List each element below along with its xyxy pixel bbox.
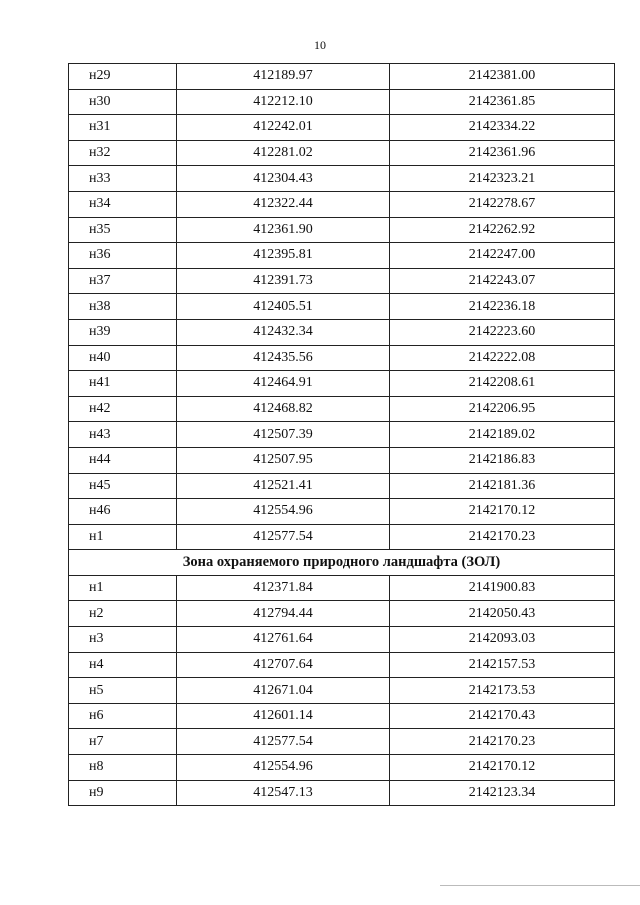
point-cell: н34 [69, 191, 177, 217]
table-row [69, 575, 615, 601]
point-cell: н33 [69, 166, 177, 192]
table-row [69, 755, 615, 781]
point-cell: н8 [69, 755, 177, 781]
y-coordinate-cell: 2142247.00 [390, 243, 615, 269]
y-coordinate-cell: 2142236.18 [390, 294, 615, 320]
table-row [69, 140, 615, 166]
section-title: Зона охраняемого природного ландшафта (ЗОЛ) [69, 550, 615, 576]
point-cell: н36 [69, 243, 177, 269]
point-cell: н30 [69, 89, 177, 115]
table-row [69, 652, 615, 678]
y-coordinate-cell: 2142278.67 [390, 191, 615, 217]
y-coordinate-cell: 2142170.43 [390, 703, 615, 729]
x-coordinate-cell: 412304.43 [177, 166, 390, 192]
x-coordinate-cell: 412554.96 [177, 499, 390, 525]
point-cell: н4 [69, 652, 177, 678]
table-row [69, 217, 615, 243]
y-coordinate-cell: 2142173.53 [390, 678, 615, 704]
table-row [69, 422, 615, 448]
table-row [69, 601, 615, 627]
point-cell: н40 [69, 345, 177, 371]
x-coordinate-cell: 412554.96 [177, 755, 390, 781]
point-cell: н9 [69, 780, 177, 806]
table-row [69, 115, 615, 141]
y-coordinate-cell: 2142206.95 [390, 396, 615, 422]
table-row [69, 703, 615, 729]
point-cell: н29 [69, 64, 177, 90]
table-row [69, 371, 615, 397]
x-coordinate-cell: 412761.64 [177, 627, 390, 653]
x-coordinate-cell: 412322.44 [177, 191, 390, 217]
coordinates-table-body-after [69, 575, 615, 805]
x-coordinate-cell: 412468.82 [177, 396, 390, 422]
y-coordinate-cell: 2142050.43 [390, 601, 615, 627]
point-cell: н2 [69, 601, 177, 627]
scan-edge-line [440, 885, 640, 886]
table-row [69, 294, 615, 320]
page-number: 10 [314, 38, 326, 52]
x-coordinate-cell: 412405.51 [177, 294, 390, 320]
x-coordinate-cell: 412391.73 [177, 268, 390, 294]
y-coordinate-cell: 2142243.07 [390, 268, 615, 294]
y-coordinate-cell: 2142223.60 [390, 319, 615, 345]
y-coordinate-cell: 2142262.92 [390, 217, 615, 243]
x-coordinate-cell: 412242.01 [177, 115, 390, 141]
coordinates-table-body-before [69, 64, 615, 550]
y-coordinate-cell: 2142208.61 [390, 371, 615, 397]
x-coordinate-cell: 412577.54 [177, 524, 390, 550]
point-cell: н45 [69, 473, 177, 499]
y-coordinate-cell: 2142381.00 [390, 64, 615, 90]
point-cell: н42 [69, 396, 177, 422]
coordinates-table [68, 63, 615, 806]
point-cell: н39 [69, 319, 177, 345]
x-coordinate-cell: 412507.39 [177, 422, 390, 448]
point-cell: н1 [69, 524, 177, 550]
y-coordinate-cell: 2142093.03 [390, 627, 615, 653]
table-row [69, 64, 615, 90]
point-cell: н46 [69, 499, 177, 525]
y-coordinate-cell: 2142222.08 [390, 345, 615, 371]
table-row [69, 473, 615, 499]
point-cell: н44 [69, 447, 177, 473]
point-cell: н7 [69, 729, 177, 755]
x-coordinate-cell: 412794.44 [177, 601, 390, 627]
section-header-body [69, 550, 615, 576]
point-cell: н6 [69, 703, 177, 729]
x-coordinate-cell: 412432.34 [177, 319, 390, 345]
table-row [69, 780, 615, 806]
x-coordinate-cell: 412547.13 [177, 780, 390, 806]
table-row [69, 729, 615, 755]
y-coordinate-cell: 2142157.53 [390, 652, 615, 678]
table-row [69, 627, 615, 653]
table-row [69, 447, 615, 473]
point-cell: н37 [69, 268, 177, 294]
x-coordinate-cell: 412507.95 [177, 447, 390, 473]
x-coordinate-cell: 412395.81 [177, 243, 390, 269]
x-coordinate-cell: 412601.14 [177, 703, 390, 729]
y-coordinate-cell: 2142361.85 [390, 89, 615, 115]
x-coordinate-cell: 412371.84 [177, 575, 390, 601]
table-row [69, 89, 615, 115]
point-cell: н38 [69, 294, 177, 320]
x-coordinate-cell: 412435.56 [177, 345, 390, 371]
x-coordinate-cell: 412189.97 [177, 64, 390, 90]
point-cell: н5 [69, 678, 177, 704]
table-row [69, 524, 615, 550]
y-coordinate-cell: 2142361.96 [390, 140, 615, 166]
y-coordinate-cell: 2142170.12 [390, 755, 615, 781]
table-row [69, 268, 615, 294]
table-row [69, 345, 615, 371]
table-row [69, 191, 615, 217]
x-coordinate-cell: 412671.04 [177, 678, 390, 704]
y-coordinate-cell: 2142189.02 [390, 422, 615, 448]
x-coordinate-cell: 412577.54 [177, 729, 390, 755]
y-coordinate-cell: 2142170.23 [390, 729, 615, 755]
y-coordinate-cell: 2142170.12 [390, 499, 615, 525]
point-cell: н43 [69, 422, 177, 448]
point-cell: н32 [69, 140, 177, 166]
y-coordinate-cell: 2142181.36 [390, 473, 615, 499]
section-header-row [69, 550, 615, 576]
y-coordinate-cell: 2141900.83 [390, 575, 615, 601]
x-coordinate-cell: 412281.02 [177, 140, 390, 166]
y-coordinate-cell: 2142334.22 [390, 115, 615, 141]
table-row [69, 319, 615, 345]
table-row [69, 499, 615, 525]
x-coordinate-cell: 412707.64 [177, 652, 390, 678]
table-row [69, 396, 615, 422]
y-coordinate-cell: 2142170.23 [390, 524, 615, 550]
x-coordinate-cell: 412464.91 [177, 371, 390, 397]
y-coordinate-cell: 2142123.34 [390, 780, 615, 806]
table-row [69, 243, 615, 269]
point-cell: н31 [69, 115, 177, 141]
y-coordinate-cell: 2142186.83 [390, 447, 615, 473]
point-cell: н1 [69, 575, 177, 601]
x-coordinate-cell: 412361.90 [177, 217, 390, 243]
point-cell: н3 [69, 627, 177, 653]
table-row [69, 678, 615, 704]
x-coordinate-cell: 412212.10 [177, 89, 390, 115]
point-cell: н35 [69, 217, 177, 243]
y-coordinate-cell: 2142323.21 [390, 166, 615, 192]
point-cell: н41 [69, 371, 177, 397]
x-coordinate-cell: 412521.41 [177, 473, 390, 499]
table-row [69, 166, 615, 192]
